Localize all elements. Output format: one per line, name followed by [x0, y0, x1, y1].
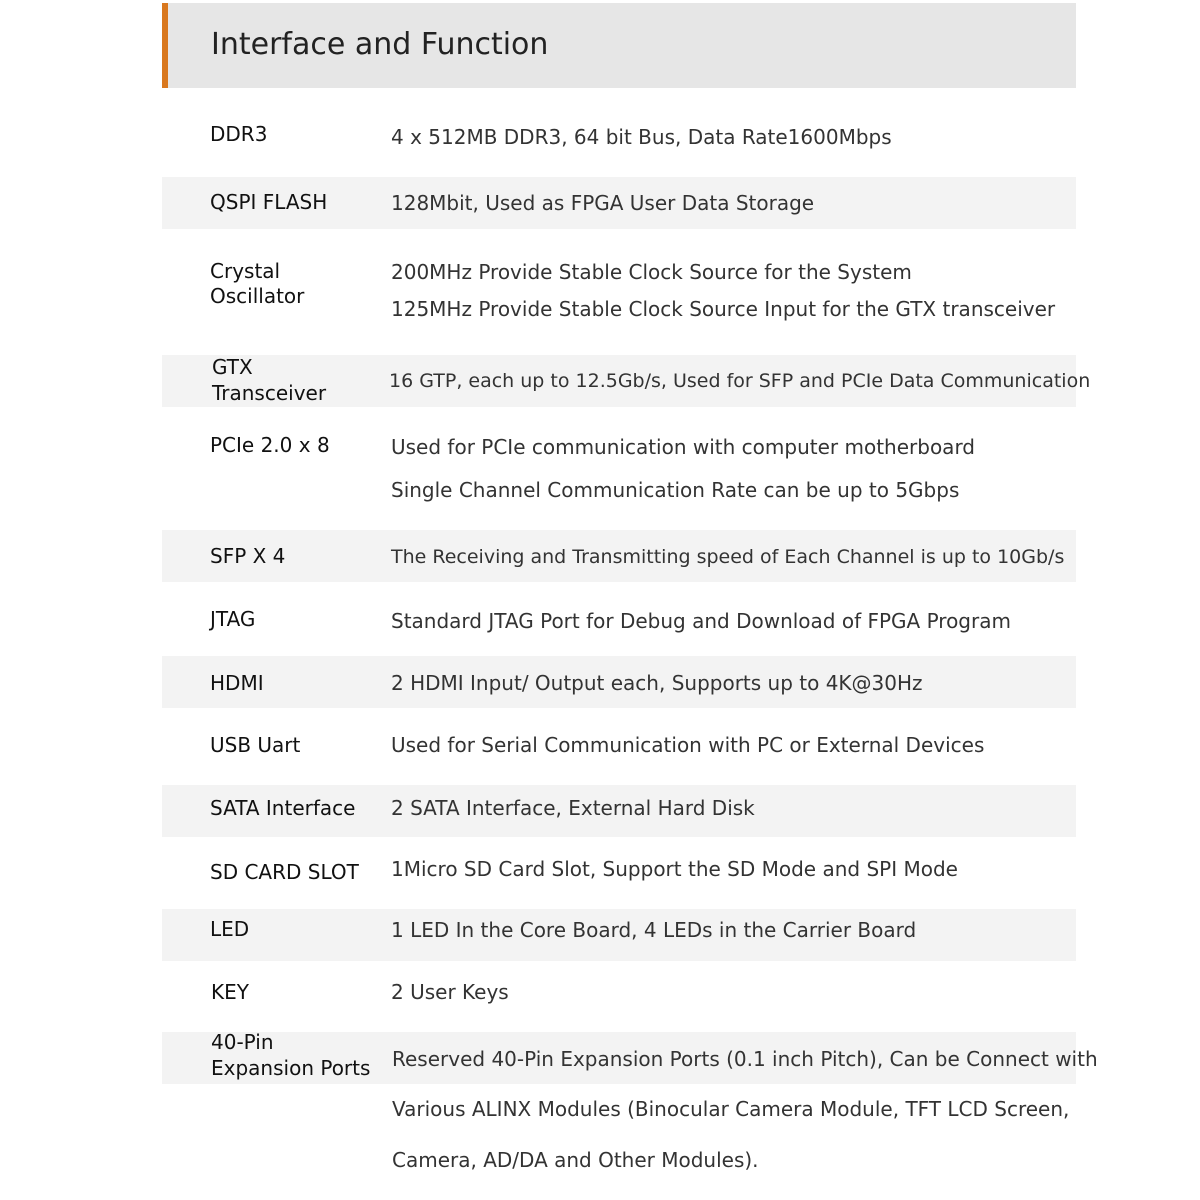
row-value-crystal-line1: 200MHz Provide Stable Clock Source for the System [391, 260, 912, 284]
row-value-sfp: The Receiving and Transmitting speed of Each Channel is up to 10Gb/s [391, 546, 1065, 568]
row-value-sd-card: 1Micro SD Card Slot, Support the SD Mode and SPI Mode [391, 857, 958, 881]
row-value-key: 2 User Keys [391, 980, 509, 1004]
header-accent-bar [162, 3, 168, 88]
row-label-sata: SATA Interface [210, 796, 356, 820]
row-value-pcie-line2: Single Channel Communication Rate can be up to 5Gbps [391, 478, 960, 502]
row-value-crystal-line2: 125MHz Provide Stable Clock Source Input for the GTX transceiver [391, 297, 1056, 321]
row-label-gtx-line2: Transceiver [212, 381, 327, 405]
row-value-led: 1 LED In the Core Board, 4 LEDs in the Carrier Board [391, 918, 917, 942]
row-label-qspi-flash: QSPI FLASH [210, 190, 328, 214]
row-label-crystal-line2: Oscillator [210, 284, 305, 308]
row-value-pcie-line1: Used for PCIe communication with computer motherboard [391, 435, 976, 459]
row-label-expansion-line1: 40-Pin [211, 1030, 274, 1054]
row-label-jtag: JTAG [210, 607, 256, 631]
row-label-crystal-line1: Crystal [210, 259, 281, 283]
row-label-sfp: SFP X 4 [210, 544, 286, 568]
row-value-sata: 2 SATA Interface, External Hard Disk [391, 796, 755, 820]
row-value-expansion-line1: Reserved 40-Pin Expansion Ports (0.1 inch Pitch), Can be Connect with [392, 1047, 1098, 1071]
row-value-qspi-flash: 128Mbit, Used as FPGA User Data Storage [391, 191, 815, 215]
row-value-hdmi: 2 HDMI Input/ Output each, Supports up to 4K@30Hz [391, 671, 923, 695]
row-label-pcie: PCIe 2.0 x 8 [210, 433, 330, 457]
row-value-jtag: Standard JTAG Port for Debug and Download of FPGA Program [391, 609, 1011, 633]
row-value-expansion-line3: Camera, AD/DA and Other Modules). [392, 1148, 759, 1172]
row-label-usb-uart: USB Uart [210, 733, 301, 757]
row-label-expansion-line2: Expansion Ports [211, 1056, 371, 1080]
row-label-led: LED [210, 917, 250, 941]
row-label-key: KEY [211, 980, 249, 1004]
row-label-gtx-line1: GTX [212, 355, 253, 379]
section-header [162, 3, 1076, 88]
row-label-hdmi: HDMI [210, 671, 264, 695]
row-value-expansion-line2: Various ALINX Modules (Binocular Camera Module, TFT LCD Screen, [392, 1097, 1070, 1121]
row-value-usb-uart: Used for Serial Communication with PC or External Devices [391, 733, 985, 757]
row-label-sd-card: SD CARD SLOT [210, 860, 359, 884]
row-value-gtx: 16 GTP, each up to 12.5Gb/s, Used for SFP and PCIe Data Communication [389, 370, 1091, 392]
section-title: Interface and Function [211, 27, 549, 62]
row-value-ddr3: 4 x 512MB DDR3, 64 bit Bus, Data Rate1600Mbps [391, 125, 892, 149]
row-label-ddr3: DDR3 [210, 122, 268, 146]
